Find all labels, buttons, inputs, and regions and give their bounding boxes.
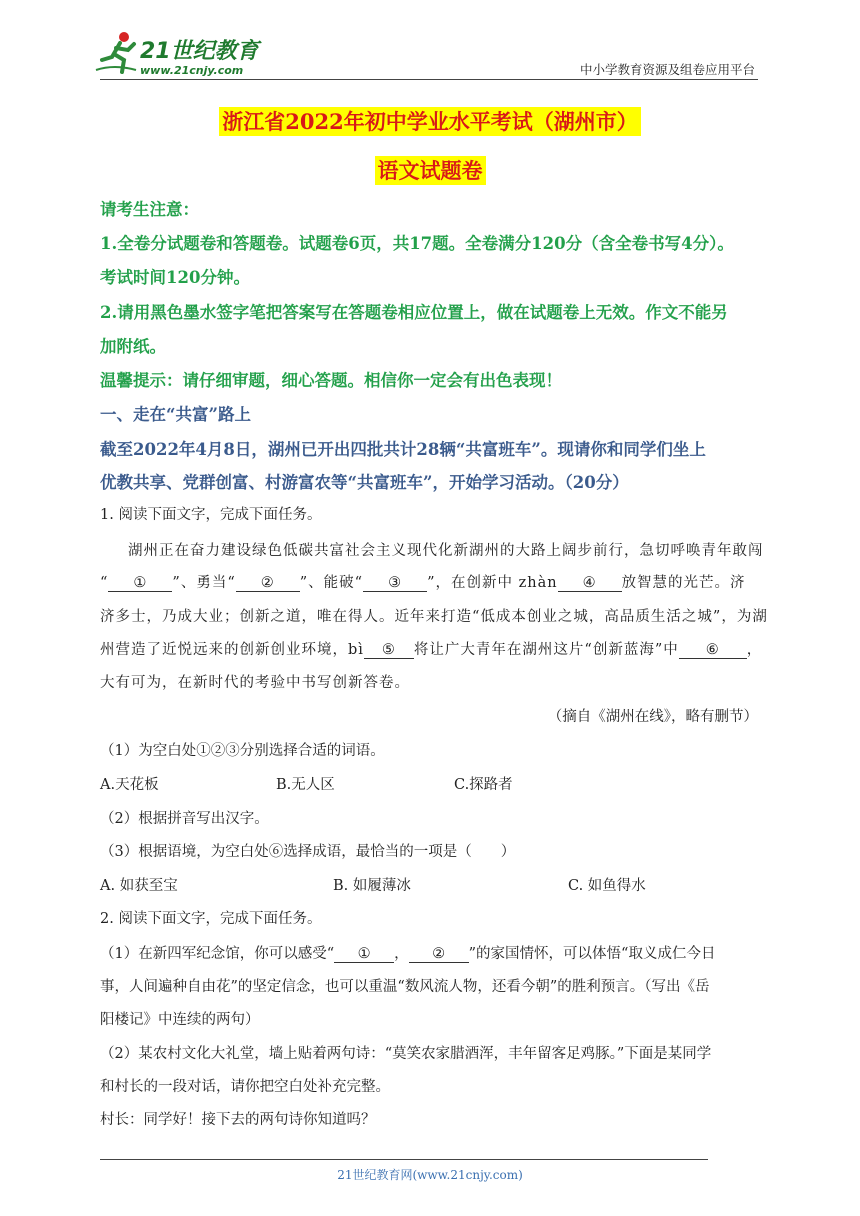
q1-sub3: （3）根据语境，为空白处⑥选择成语，最恰当的一项是（ ） [100, 844, 516, 860]
header-divider [100, 79, 758, 80]
q2-sub1-line2: 事，人间遍种自由花”的坚定信念，也可以重温“数风流人物，还看今朝”的胜利预言。（写出《岳 [100, 979, 710, 995]
exam-title-line1: 浙江省2022年初中学业水平考试（湖州市） [219, 107, 640, 136]
choice-c[interactable]: C. 如鱼得水 [568, 878, 646, 894]
blank-3[interactable]: ③ [363, 575, 427, 592]
q1-passage-line4: 州营造了近悦远来的创新创业环境，bì ⑤ 将让广大青年在湖州这片“创新蓝海”中 ⑥ ， [100, 642, 763, 658]
option-c[interactable]: C.探路者 [454, 777, 513, 793]
footer-divider [100, 1159, 708, 1160]
q1-passage-line1: 湖州正在奋力建设绿色低碳共富社会主义现代化新湖州的大路上阔步前行，急切呼唤青年敢闯 [128, 543, 764, 559]
notice-heading: 请考生注意： [100, 200, 199, 219]
blank-2[interactable]: ② [236, 575, 300, 592]
section1-intro-line1: 截至2022年4月8日，湖州已开出四批共计28辆“共富班车”。现请你和同学们坐上 [100, 440, 706, 459]
notice-item2-line2: 加附纸。 [100, 337, 166, 356]
q1-passage-line2: “ ① ”、勇当“ ② ”、能破“ ③ ”，在创新中 zhàn ④ 放智慧的光芒。济 [100, 575, 746, 591]
section1-heading: 一、走在“共富”路上 [100, 405, 251, 424]
notice-item1-line2: 考试时间120分钟。 [100, 268, 250, 287]
exam-subtitle [0, 155, 860, 185]
q2-sub2-line2: 和村长的一段对话，请你把空白处补充完整。 [100, 1079, 390, 1095]
footer-link[interactable]: 21世纪教育网(www.21cnjy.com) [337, 1168, 523, 1182]
exam-title [0, 106, 860, 136]
q1-sub2: （2）根据拼音写出汉字。 [100, 811, 269, 827]
q2-blank-1[interactable]: ① [334, 946, 394, 963]
choice-b[interactable]: B. 如履薄冰 [333, 878, 411, 894]
q2-sub2-line1: （2）某农村文化大礼堂，墙上贴着两句诗：“莫笑农家腊酒浑，丰年留客足鸡豚。”下面是某同学 [100, 1046, 712, 1062]
q2-sub1-line1: （1）在新四军纪念馆，你可以感受“ ① ， ② ”的家国情怀，可以体悟“取义成仁今日 [100, 946, 716, 962]
q2-blank-2[interactable]: ② [409, 946, 469, 963]
option-a[interactable]: A.天花板 [100, 777, 159, 793]
blank-6[interactable]: ⑥ [679, 642, 747, 659]
blank-5[interactable]: ⑤ [364, 642, 414, 659]
logo-url-text: www.21cnjy.com [140, 64, 244, 77]
section1-intro-line2: 优教共享、党群创富、村游富农等“共富班车”，开始学习活动。（20分） [100, 473, 629, 492]
logo-brand-text: 21世纪教育 [140, 39, 259, 64]
q2-sub1-line3: 阳楼记》中连续的两句） [100, 1012, 260, 1028]
q1-passage-line5: 大有可为，在新时代的考验中书写创新答卷。 [100, 675, 410, 691]
blank-1[interactable]: ① [108, 575, 172, 592]
notice-item1-line1: 1.全卷分试题卷和答题卷。试题卷6页，共17题。全卷满分120分（含全卷书写4分）。 [100, 234, 734, 253]
blank-4[interactable]: ④ [558, 575, 622, 592]
q1-prompt: 1. 阅读下面文字，完成下面任务。 [100, 507, 322, 523]
q2-dialog-line: 村长：同学好！接下去的两句诗你知道吗？ [100, 1112, 376, 1128]
site-logo [92, 30, 267, 80]
q2-prompt: 2. 阅读下面文字，完成下面任务。 [100, 911, 322, 927]
option-b[interactable]: B.无人区 [276, 777, 335, 793]
header-platform-text: 中小学教育资源及组卷应用平台 [579, 62, 755, 77]
choice-a[interactable]: A. 如获至宝 [100, 878, 178, 894]
notice-item2-line1: 2.请用黑色墨水签字笔把答案写在答题卷相应位置上，做在试题卷上无效。作文不能另 [100, 303, 728, 322]
runner-logo-icon [92, 30, 142, 78]
q1-passage-line3: 济多士，乃成大业；创新之道，唯在得人。近年来打造“低成本创业之城，高品质生活之城”，为湖 [100, 609, 768, 625]
q1-source: （摘自《湖州在线》，略有删节） [547, 709, 758, 725]
notice-tip: 温馨提示：请仔细审题，细心答题。相信你一定会有出色表现！ [100, 371, 562, 390]
exam-title-line2: 语文试题卷 [375, 156, 486, 185]
q1-sub1: （1）为空白处①②③分别选择合适的词语。 [100, 743, 385, 759]
